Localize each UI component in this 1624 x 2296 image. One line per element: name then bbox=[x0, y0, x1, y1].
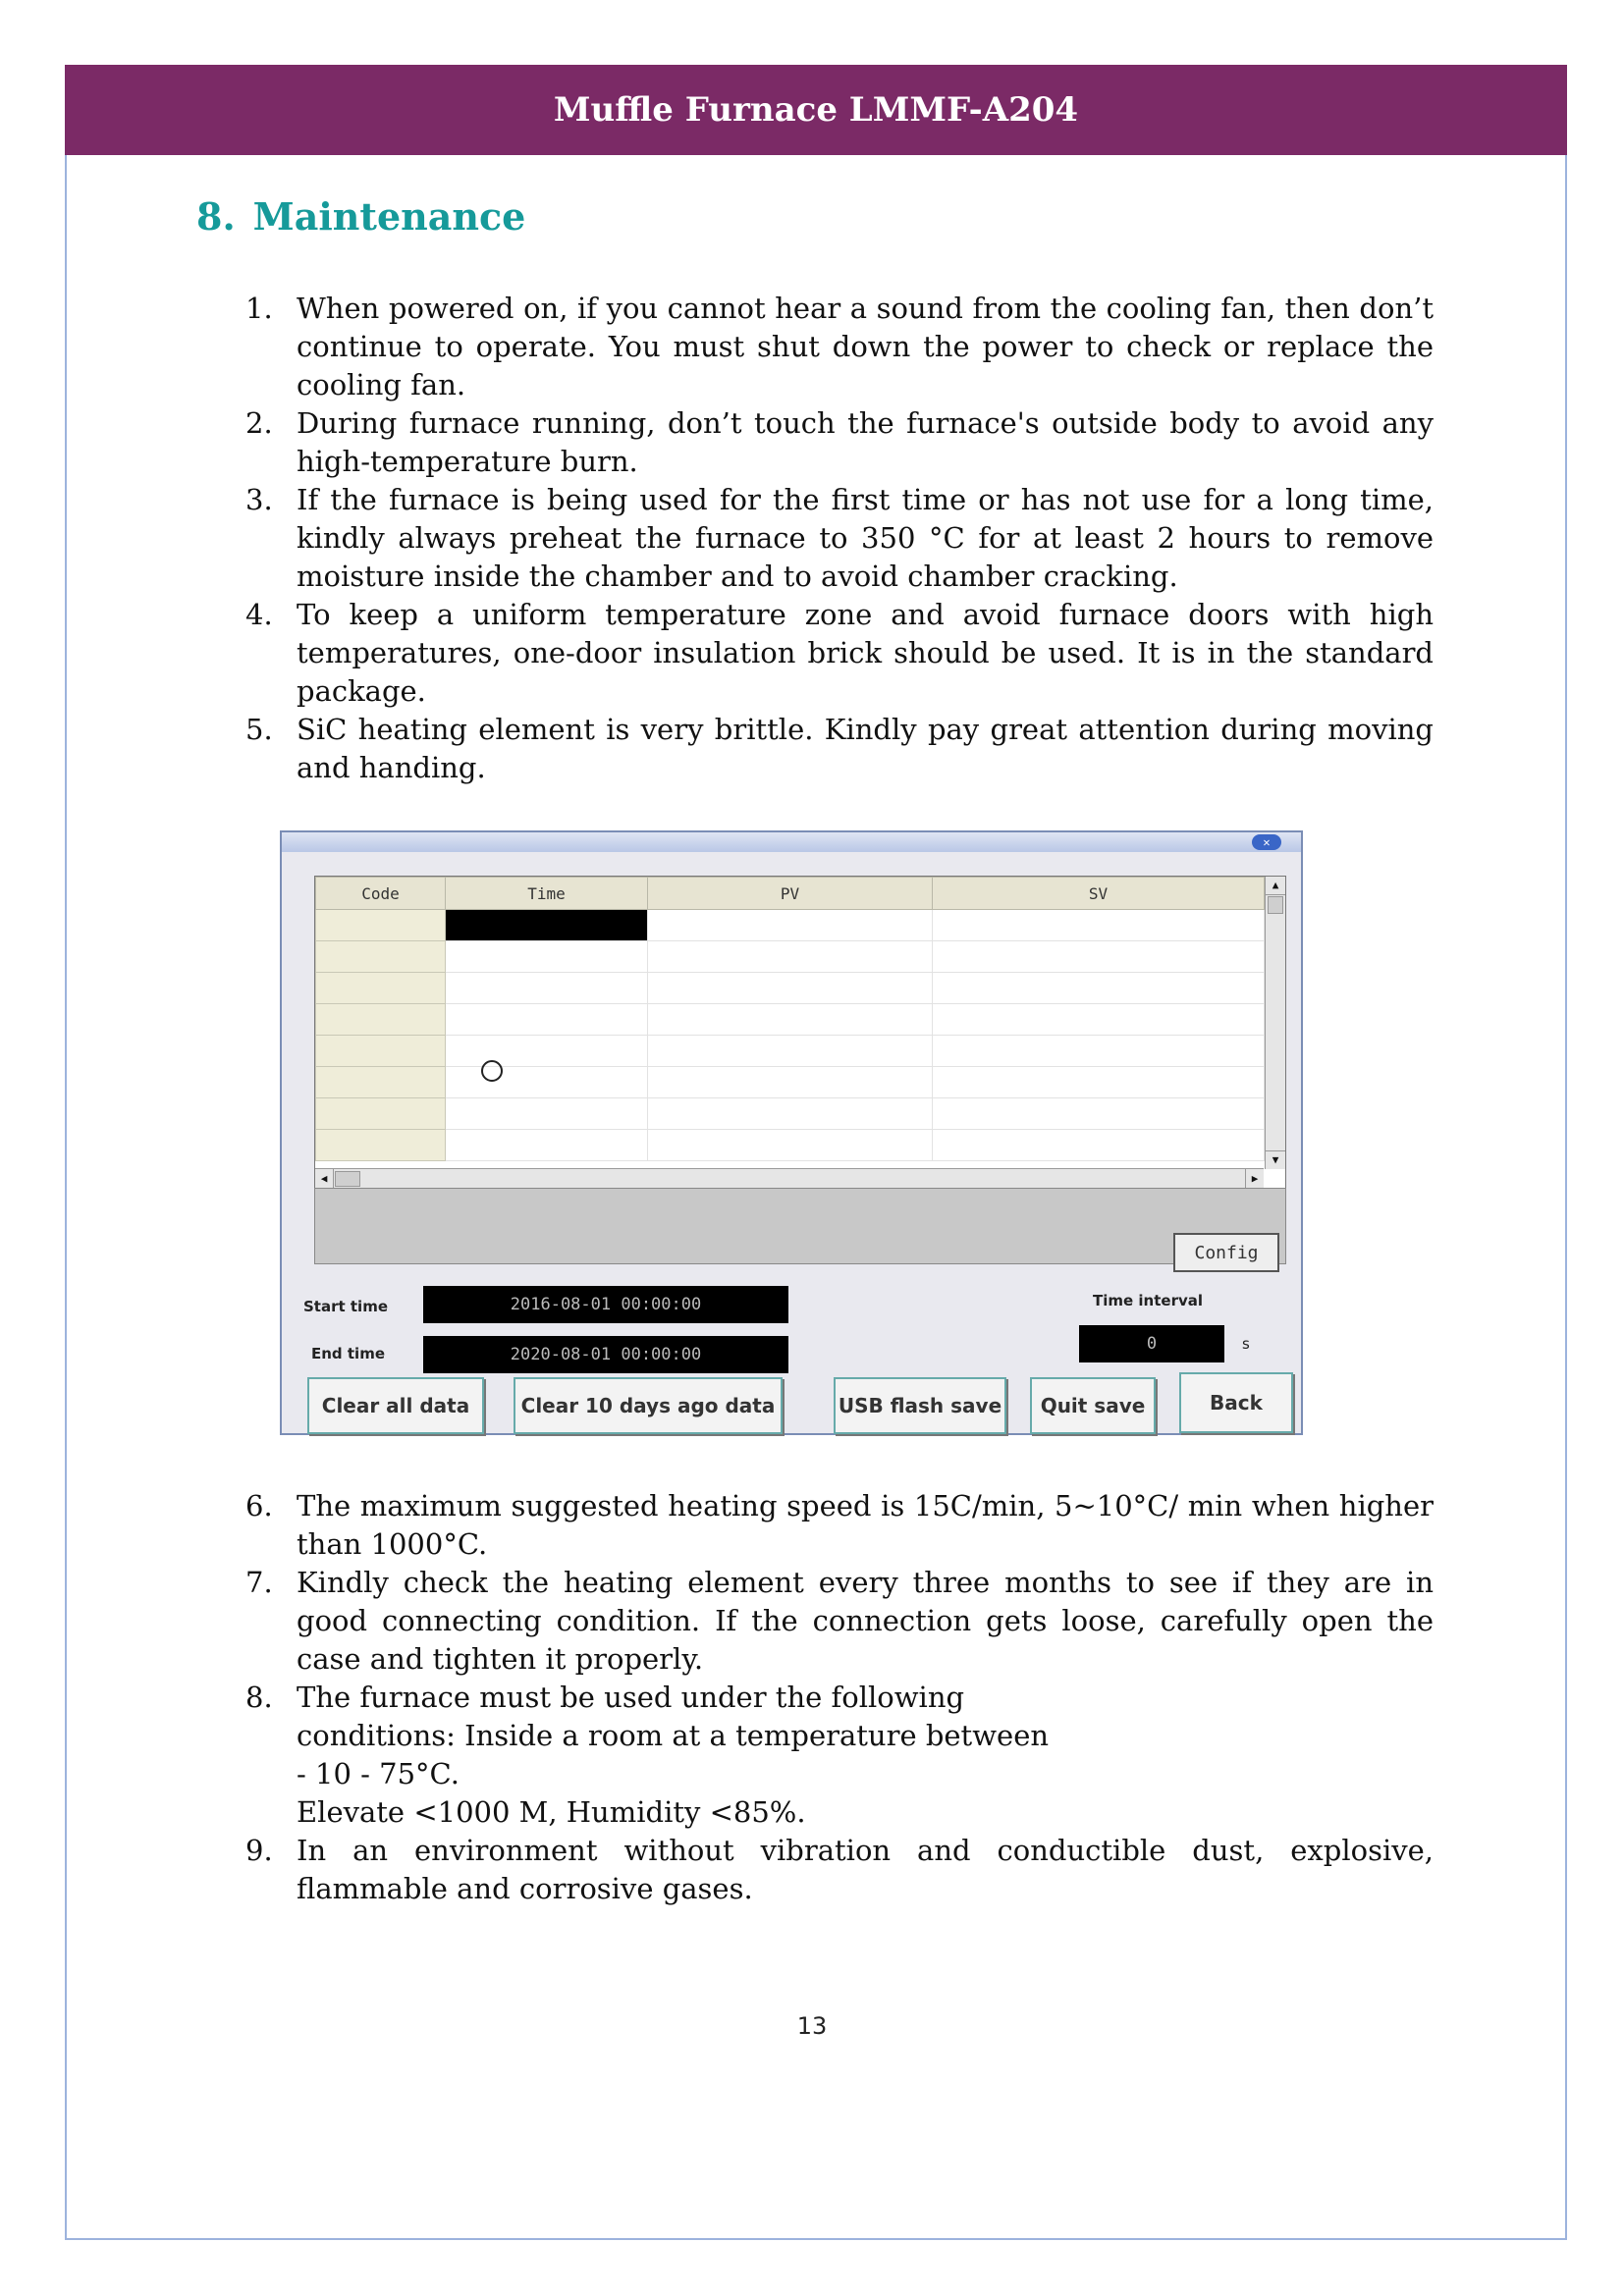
table-row[interactable] bbox=[316, 1130, 1265, 1161]
document-header bbox=[65, 65, 1567, 155]
data-table bbox=[314, 876, 1286, 1190]
item-text: The maximum suggested heating speed is 15C/min, 5~10°C/ min when higher than 1000°C. bbox=[297, 1489, 1434, 1561]
section-title: Maintenance bbox=[252, 194, 526, 239]
table-row[interactable] bbox=[316, 1098, 1265, 1130]
back-button[interactable]: Back bbox=[1179, 1372, 1293, 1433]
list-item bbox=[245, 711, 1434, 787]
page-number: 13 bbox=[796, 2012, 828, 2040]
document-title: Muffle Furnace LMMF-A204 bbox=[553, 90, 1079, 130]
hscroll-thumb[interactable] bbox=[335, 1171, 360, 1187]
table-row[interactable] bbox=[316, 910, 1265, 941]
list-item bbox=[245, 1487, 1434, 1564]
quit-save-button[interactable]: Quit save bbox=[1030, 1377, 1156, 1434]
item-number: 1. bbox=[245, 292, 273, 325]
item-number: 8. bbox=[245, 1681, 273, 1714]
column-header-sv[interactable]: SV bbox=[933, 878, 1265, 910]
list-item bbox=[245, 290, 1434, 404]
column-header-time[interactable]: Time bbox=[446, 878, 648, 910]
column-header-pv[interactable]: PV bbox=[648, 878, 933, 910]
time-interval-label: Time interval bbox=[1093, 1292, 1204, 1309]
table-row[interactable] bbox=[316, 941, 1265, 973]
start-time-label: Start time bbox=[303, 1298, 389, 1315]
table-footer-area bbox=[314, 1188, 1286, 1264]
table-row[interactable] bbox=[316, 973, 1265, 1004]
maintenance-list-bottom bbox=[245, 1487, 1434, 1908]
clear-10-days-button[interactable]: Clear 10 days ago data bbox=[514, 1377, 783, 1434]
table-row[interactable] bbox=[316, 1067, 1265, 1098]
scroll-down-icon[interactable]: ▼ bbox=[1266, 1150, 1285, 1169]
clear-all-data-button[interactable]: Clear all data bbox=[307, 1377, 484, 1434]
item-number: 5. bbox=[245, 713, 273, 746]
config-button[interactable]: Config bbox=[1173, 1233, 1279, 1272]
item-text: In an environment without vibration and conductible dust, explosive, flammable and corrosive gases. bbox=[297, 1834, 1434, 1905]
cursor-circle-icon bbox=[480, 1059, 504, 1083]
section-heading bbox=[196, 194, 525, 239]
item-text: During furnace running, don’t touch the furnace's outside body to avoid any high-temperature burn. bbox=[297, 406, 1434, 478]
scroll-right-icon[interactable]: ▶ bbox=[1245, 1169, 1264, 1189]
item-text: The furnace must be used under the following conditions: Inside a room at a temperature between - 10 - 75°C. bbox=[297, 1681, 1050, 1790]
item-text: To keep a uniform temperature zone and avoid furnace doors with high temperatures, one-door insulation brick should be used. It is in the standard package. bbox=[297, 598, 1434, 708]
scroll-thumb[interactable] bbox=[1268, 896, 1283, 914]
usb-flash-save-button[interactable]: USB flash save bbox=[834, 1377, 1006, 1434]
list-item bbox=[245, 1564, 1434, 1679]
end-time-label: End time bbox=[311, 1345, 385, 1362]
item-number: 4. bbox=[245, 598, 273, 631]
item-number: 3. bbox=[245, 483, 273, 516]
table-row[interactable] bbox=[316, 1036, 1265, 1067]
item-text: SiC heating element is very brittle. Kindly pay great attention during moving and handing. bbox=[297, 713, 1434, 784]
item-text: When powered on, if you cannot hear a sound from the cooling fan, then don’t continue to operate. You must shut down the power to check or replace the cooling fan. bbox=[297, 292, 1434, 401]
list-item bbox=[245, 1679, 1062, 1832]
item-number: 6. bbox=[245, 1489, 273, 1522]
section-number: 8. bbox=[196, 194, 236, 239]
item-text-line-2: Elevate <1000 M, Humidity <85%. bbox=[297, 1795, 806, 1829]
close-icon[interactable]: ✕ bbox=[1252, 834, 1281, 850]
time-interval-unit: s bbox=[1242, 1335, 1250, 1353]
time-interval-field[interactable]: 0 bbox=[1079, 1325, 1224, 1362]
end-time-field[interactable]: 2020-08-01 00:00:00 bbox=[423, 1336, 788, 1373]
item-number: 7. bbox=[245, 1566, 273, 1599]
item-number: 9. bbox=[245, 1834, 273, 1867]
item-text: If the furnace is being used for the first time or has not use for a long time, kindly always preheat the furnace to 350 °C for at least 2 hours to remove moisture inside the chamber and to avoid chamber cracking. bbox=[297, 483, 1434, 593]
scroll-up-icon[interactable]: ▲ bbox=[1266, 877, 1285, 895]
scroll-left-icon[interactable]: ◀ bbox=[315, 1169, 334, 1189]
list-item bbox=[245, 1832, 1434, 1908]
list-item bbox=[245, 481, 1434, 596]
column-header-code[interactable]: Code bbox=[316, 878, 446, 910]
table-row[interactable] bbox=[316, 1004, 1265, 1036]
item-number: 2. bbox=[245, 406, 273, 440]
window-titlebar bbox=[282, 832, 1301, 852]
start-time-field[interactable]: 2016-08-01 00:00:00 bbox=[423, 1286, 788, 1323]
vertical-scrollbar[interactable] bbox=[1265, 877, 1285, 1169]
data-log-screenshot bbox=[280, 830, 1303, 1435]
maintenance-list-top bbox=[245, 290, 1434, 787]
item-text: Kindly check the heating element every three months to see if they are in good connecting condition. If the connection gets loose, carefully open the case and tighten it properly. bbox=[297, 1566, 1434, 1676]
horizontal-scrollbar[interactable] bbox=[315, 1168, 1264, 1189]
list-item bbox=[245, 596, 1434, 711]
list-item bbox=[245, 404, 1434, 481]
